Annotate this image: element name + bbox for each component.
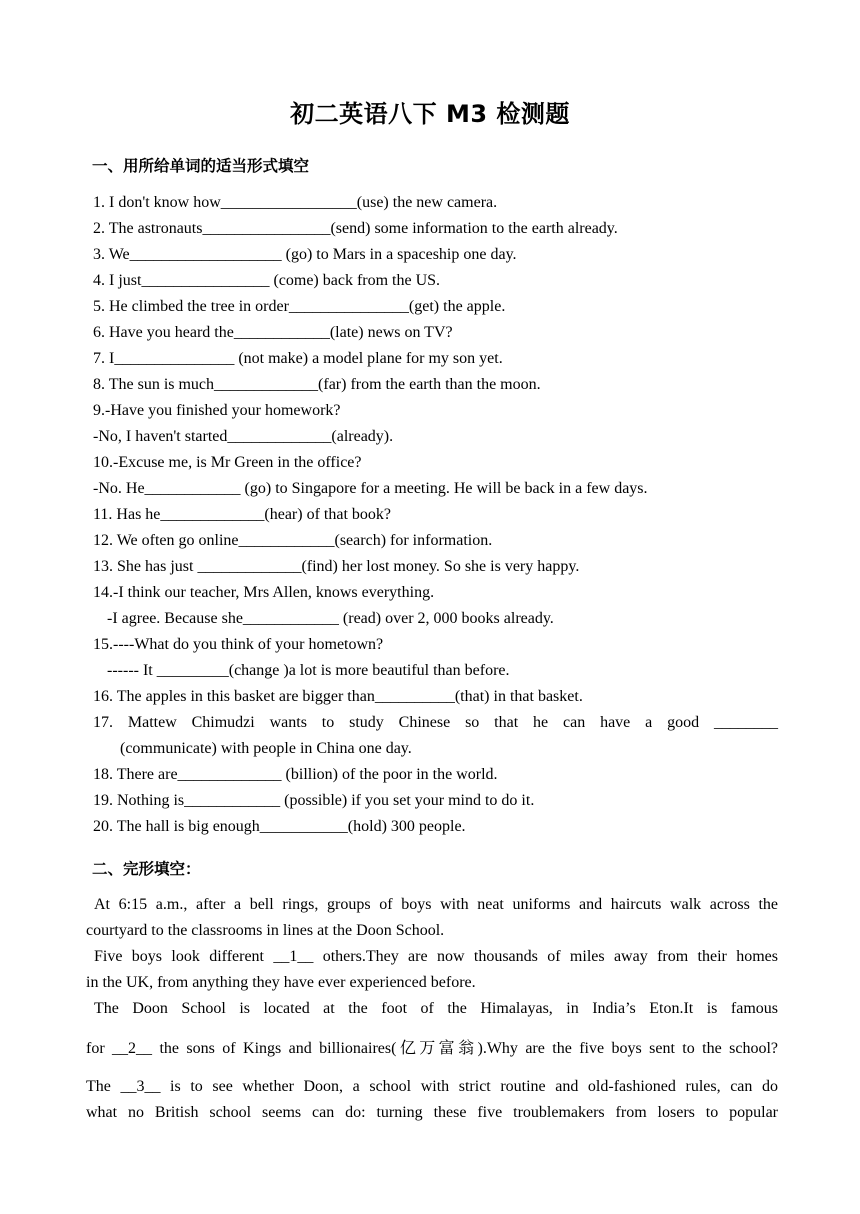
passage-line-8: what no British school seems can do: turning these five troublemakers from losers to popular	[86, 1104, 778, 1121]
exercise-item-8: 8. The sun is much_____________(far) from the earth than the moon.	[93, 376, 541, 393]
exercise-item-7: 7. I_______________ (not make) a model plane for my son yet.	[93, 350, 503, 367]
exercise-item-19: 19. Nothing is____________ (possible) if you set your mind to do it.	[93, 792, 535, 809]
exercise-item-13: 13. She has just _____________(find) her lost money. So she is very happy.	[93, 558, 580, 575]
passage-line-3: Five boys look different __1__ others.They are now thousands of miles away from their homes	[94, 948, 778, 965]
passage-line-5: The Doon School is located at the foot of the Himalayas, in India’s Eton.It is famous	[94, 1000, 778, 1017]
exercise-item-17-continued: (communicate) with people in China one day.	[120, 740, 412, 757]
section2-heading: 二、完形填空：	[92, 860, 201, 878]
exercise-item-3: 3. We___________________ (go) to Mars in a spaceship one day.	[93, 246, 517, 263]
exercise-item-17: 17. Mattew Chimudzi wants to study Chinese so that he can have a good ________	[93, 714, 778, 731]
passage-line-1: At 6:15 a.m., after a bell rings, groups of boys with neat uniforms and haircuts walk across the	[94, 896, 778, 913]
exercise-item-14-question: 14.-I think our teacher, Mrs Allen, knows everything.	[93, 584, 435, 601]
exercise-item-15-question: 15.----What do you think of your hometown?	[93, 636, 384, 653]
exercise-item-1: 1. I don't know how_________________(use) the new camera.	[93, 194, 498, 211]
exercise-item-11: 11. Has he_____________(hear) of that book?	[93, 506, 391, 523]
exercise-item-18: 18. There are_____________ (billion) of the poor in the world.	[93, 766, 498, 783]
passage-line-4: in the UK, from anything they have ever experienced before.	[86, 974, 476, 991]
passage-line-7: The __3__ is to see whether Doon, a school with strict routine and old-fashioned rules, can do	[86, 1078, 778, 1095]
exercise-item-2: 2. The astronauts________________(send) some information to the earth already.	[93, 220, 618, 237]
passage-line-6: for __2__ the sons of Kings and billionaires(亿万富翁).Why are the five boys sent to the school?	[86, 1040, 778, 1057]
exercise-item-6: 6. Have you heard the____________(late) news on TV?	[93, 324, 453, 341]
page-title: 初二英语八下 M3 检测题	[290, 100, 570, 128]
exercise-item-10-question: 10.-Excuse me, is Mr Green in the office?	[93, 454, 362, 471]
section1-heading: 一、用所给单词的适当形式填空	[92, 157, 310, 175]
exercise-item-9-answer: -No, I haven't started_____________(already).	[93, 428, 394, 445]
passage-line-2: courtyard to the classrooms in lines at the Doon School.	[86, 922, 445, 939]
exercise-item-12: 12. We often go online____________(search) for information.	[93, 532, 493, 549]
exercise-item-4: 4. I just________________ (come) back from the US.	[93, 272, 441, 289]
exercise-item-16: 16. The apples in this basket are bigger than__________(that) in that basket.	[93, 688, 583, 705]
exercise-item-14-answer: -I agree. Because she____________ (read) over 2, 000 books already.	[107, 610, 554, 627]
exercise-item-20: 20. The hall is big enough___________(hold) 300 people.	[93, 818, 466, 835]
exercise-item-5: 5. He climbed the tree in order_______________(get) the apple.	[93, 298, 506, 315]
exercise-item-9-question: 9.-Have you finished your homework?	[93, 402, 341, 419]
exercise-item-10-answer: -No. He____________ (go) to Singapore for a meeting. He will be back in a few days.	[93, 480, 648, 497]
exercise-item-15-answer: ------ It _________(change )a lot is more beautiful than before.	[107, 662, 510, 679]
